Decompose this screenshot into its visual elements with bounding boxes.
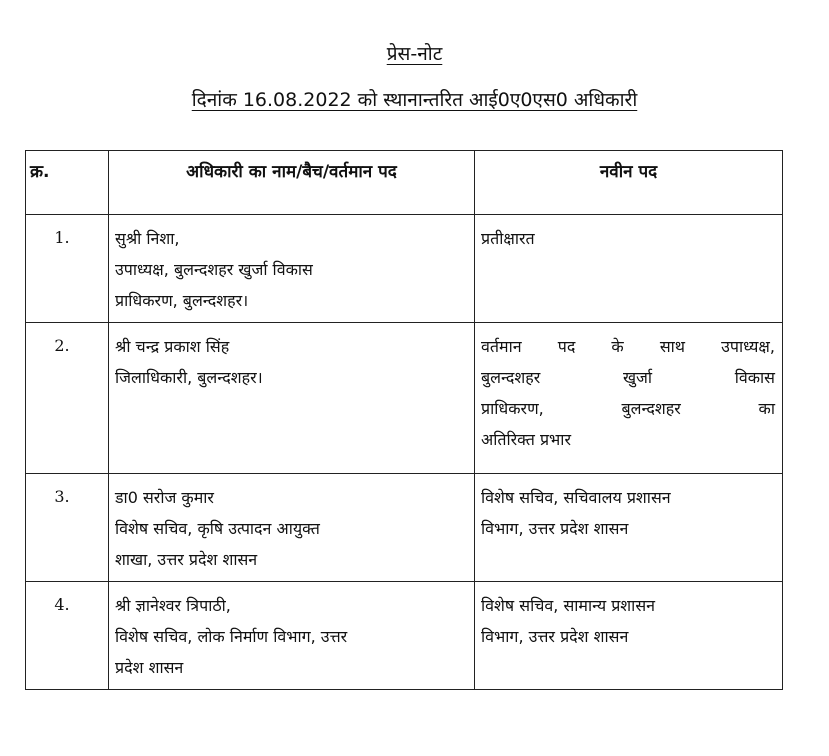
officer-cell (109, 474, 475, 582)
officer-cell (109, 582, 475, 690)
officer-line: श्री चन्द्र प्रकाश सिंह (115, 337, 230, 356)
new-post-cell (475, 474, 783, 582)
table-row (26, 215, 783, 323)
header-officer (109, 151, 475, 215)
officer-line: जिलाधिकारी, बुलन्दशहर। (115, 368, 263, 387)
officer-cell (109, 215, 475, 323)
officer-line: प्रदेश शासन (115, 658, 184, 677)
new-post-line: प्राधिकरण, बुलन्दशहर का (481, 399, 775, 418)
table-row (26, 474, 783, 582)
officer-line: विशेष सचिव, लोक निर्माण विभाग, उत्तर (115, 627, 348, 646)
new-post-line: अतिरिक्त प्रभार (481, 430, 571, 449)
new-post-line: विभाग, उत्तर प्रदेश शासन (481, 627, 629, 646)
header-serial (26, 151, 109, 215)
header-new-post-label: नवीन पद (599, 162, 658, 182)
header-serial-label: क्र. (30, 162, 50, 182)
new-post-cell (475, 215, 783, 323)
transfer-subheading: दिनांक 16.08.2022 को स्थानान्तरित आई0ए0एस0 अधिकारी (191, 89, 638, 111)
officer-line: प्राधिकरण, बुलन्दशहर। (115, 291, 249, 310)
officer-line: विशेष सचिव, कृषि उत्पादन आयुक्त (115, 519, 320, 538)
press-note-heading: प्रेस-नोट (386, 43, 443, 65)
table-header-row (26, 151, 783, 215)
officer-cell (109, 323, 475, 474)
serial-cell (26, 215, 109, 323)
officer-line: श्री ज्ञानेश्वर त्रिपाठी, (115, 596, 231, 615)
header-officer-label: अधिकारी का नाम/बैच/वर्तमान पद (186, 162, 397, 182)
transfer-table (25, 150, 783, 690)
serial-number: 4. (54, 595, 70, 614)
new-post-line: विभाग, उत्तर प्रदेश शासन (481, 519, 629, 538)
table-row (26, 323, 783, 474)
serial-cell (26, 323, 109, 474)
serial-cell (26, 582, 109, 690)
officer-line: डा0 सरोज कुमार (115, 488, 214, 507)
new-post-line: प्रतीक्षारत (481, 229, 535, 248)
header-new-post (475, 151, 783, 215)
officer-line: शाखा, उत्तर प्रदेश शासन (115, 550, 258, 569)
serial-number: 3. (54, 487, 70, 506)
officer-line: सुश्री निशा, (115, 229, 180, 248)
new-post-line: बुलन्दशहर खुर्जा विकास (481, 368, 775, 387)
new-post-cell (475, 582, 783, 690)
new-post-cell (475, 323, 783, 474)
officer-line: उपाध्यक्ष, बुलन्दशहर खुर्जा विकास (115, 260, 313, 279)
serial-number: 1. (54, 228, 70, 247)
table-row (26, 582, 783, 690)
serial-cell (26, 474, 109, 582)
new-post-line: विशेष सचिव, सामान्य प्रशासन (481, 596, 656, 615)
new-post-line: विशेष सचिव, सचिवालय प्रशासन (481, 488, 671, 507)
new-post-line: वर्तमान पद के साथ उपाध्यक्ष, (481, 337, 775, 356)
serial-number: 2. (54, 336, 70, 355)
